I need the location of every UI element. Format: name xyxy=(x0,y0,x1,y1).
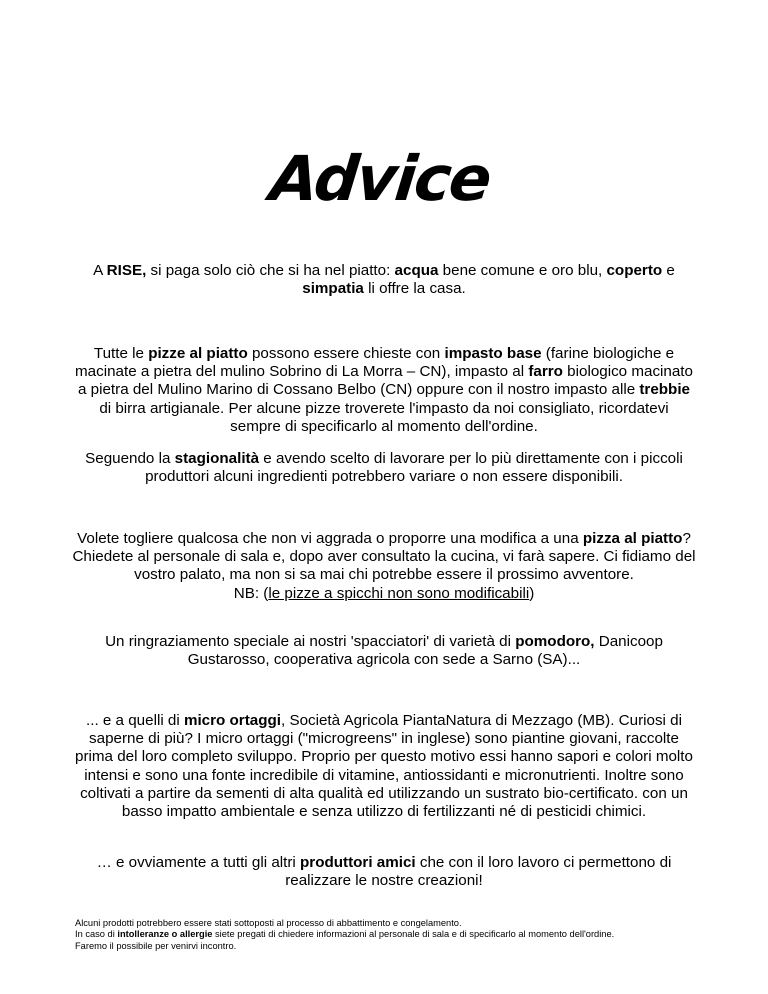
modify-paragraph: Volete togliere qualcosa che non vi aggrada o proporre una modifica a una pizza al piatto? Chiedete al personale di sala e, dopo aver consultato la cucina, vi farà sapere. Ci fidiamo del vostro palato, ma non si sa mai chi potrebbe essere il prossimo avventore. NB: (le pizze a spicchi non sono modificabili) xyxy=(72,530,696,602)
friends-paragraph: … e ovviamente a tutti gli altri produttori amici che con il loro lavoro ci permettono di realizzare le nostre creazioni! xyxy=(96,854,672,890)
advice-title-logo xyxy=(264,140,504,216)
footer-line-3: Faremo il possibile per venirvi incontro. xyxy=(75,940,237,951)
intro-paragraph: A RISE, si paga solo ciò che si ha nel piatto: acqua bene comune e oro blu, coperto e simpatia li offre la casa. xyxy=(93,262,675,298)
footer-line-1: Alcuni prodotti potrebbero essere stati sottoposti al processo di abbattimento e congelamento. xyxy=(75,918,462,928)
tomato-paragraph: Un ringraziamento speciale ai nostri 'spacciatori' di varietà di pomodoro, Danicoop Gustarosso, cooperativa agricola con sede a Sarno (SA)... xyxy=(105,633,663,669)
footer-line-2: In caso di intolleranze o allergie siete pregati di chiedere informazioni al personale di sala e di specificarlo al momento dell'ordine. xyxy=(75,929,615,940)
page-title: Advice xyxy=(266,142,494,215)
nb-note-link: le pizze a spicchi non sono modificabili xyxy=(268,584,530,602)
micro-greens-paragraph: ... e a quelli di micro ortaggi, Società Agricola PiantaNatura di Mezzago (MB). Curiosi di saperne di più? I micro ortaggi ("microgreens" in inglese) sono piantine giovani, raccolte prima del loro completo sviluppo. Proprio per questo motivo essi hanno sapori e colori molto intensi e sono una fonte incredibile di vitamine, antiossidanti e micronutrienti. Inoltre sono coltivati a partire da sementi di alta qualità ed utilizzando un sustrato bio-certificato. con un basso impatto ambientale e senza utilizzo di fertilizzanti né di pesticidi chimici. xyxy=(75,712,693,821)
dough-paragraph: Tutte le pizze al piatto possono essere chieste con impasto base (farine biologiche e macinate a pietra del mulino Sobrino di La Morra – CN), impasto al farro biologico macinato a pietra del Mulino Marino di Cossano Belbo (CN) oppure con il nostro impasto alle trebbie di birra artigianale. Per alcune pizze troverete l'impasto da noi consigliato, ricordatevi sempre di specificarlo al momento dell'ordine. xyxy=(75,345,693,435)
page-title-wrap xyxy=(0,140,768,221)
season-paragraph: Seguendo la stagionalità e avendo scelto di lavorare per lo più direttamente con i piccoli produttori alcuni ingredienti potrebbero variare o non essere disponibili. xyxy=(85,450,683,486)
footer-notes xyxy=(75,918,715,952)
